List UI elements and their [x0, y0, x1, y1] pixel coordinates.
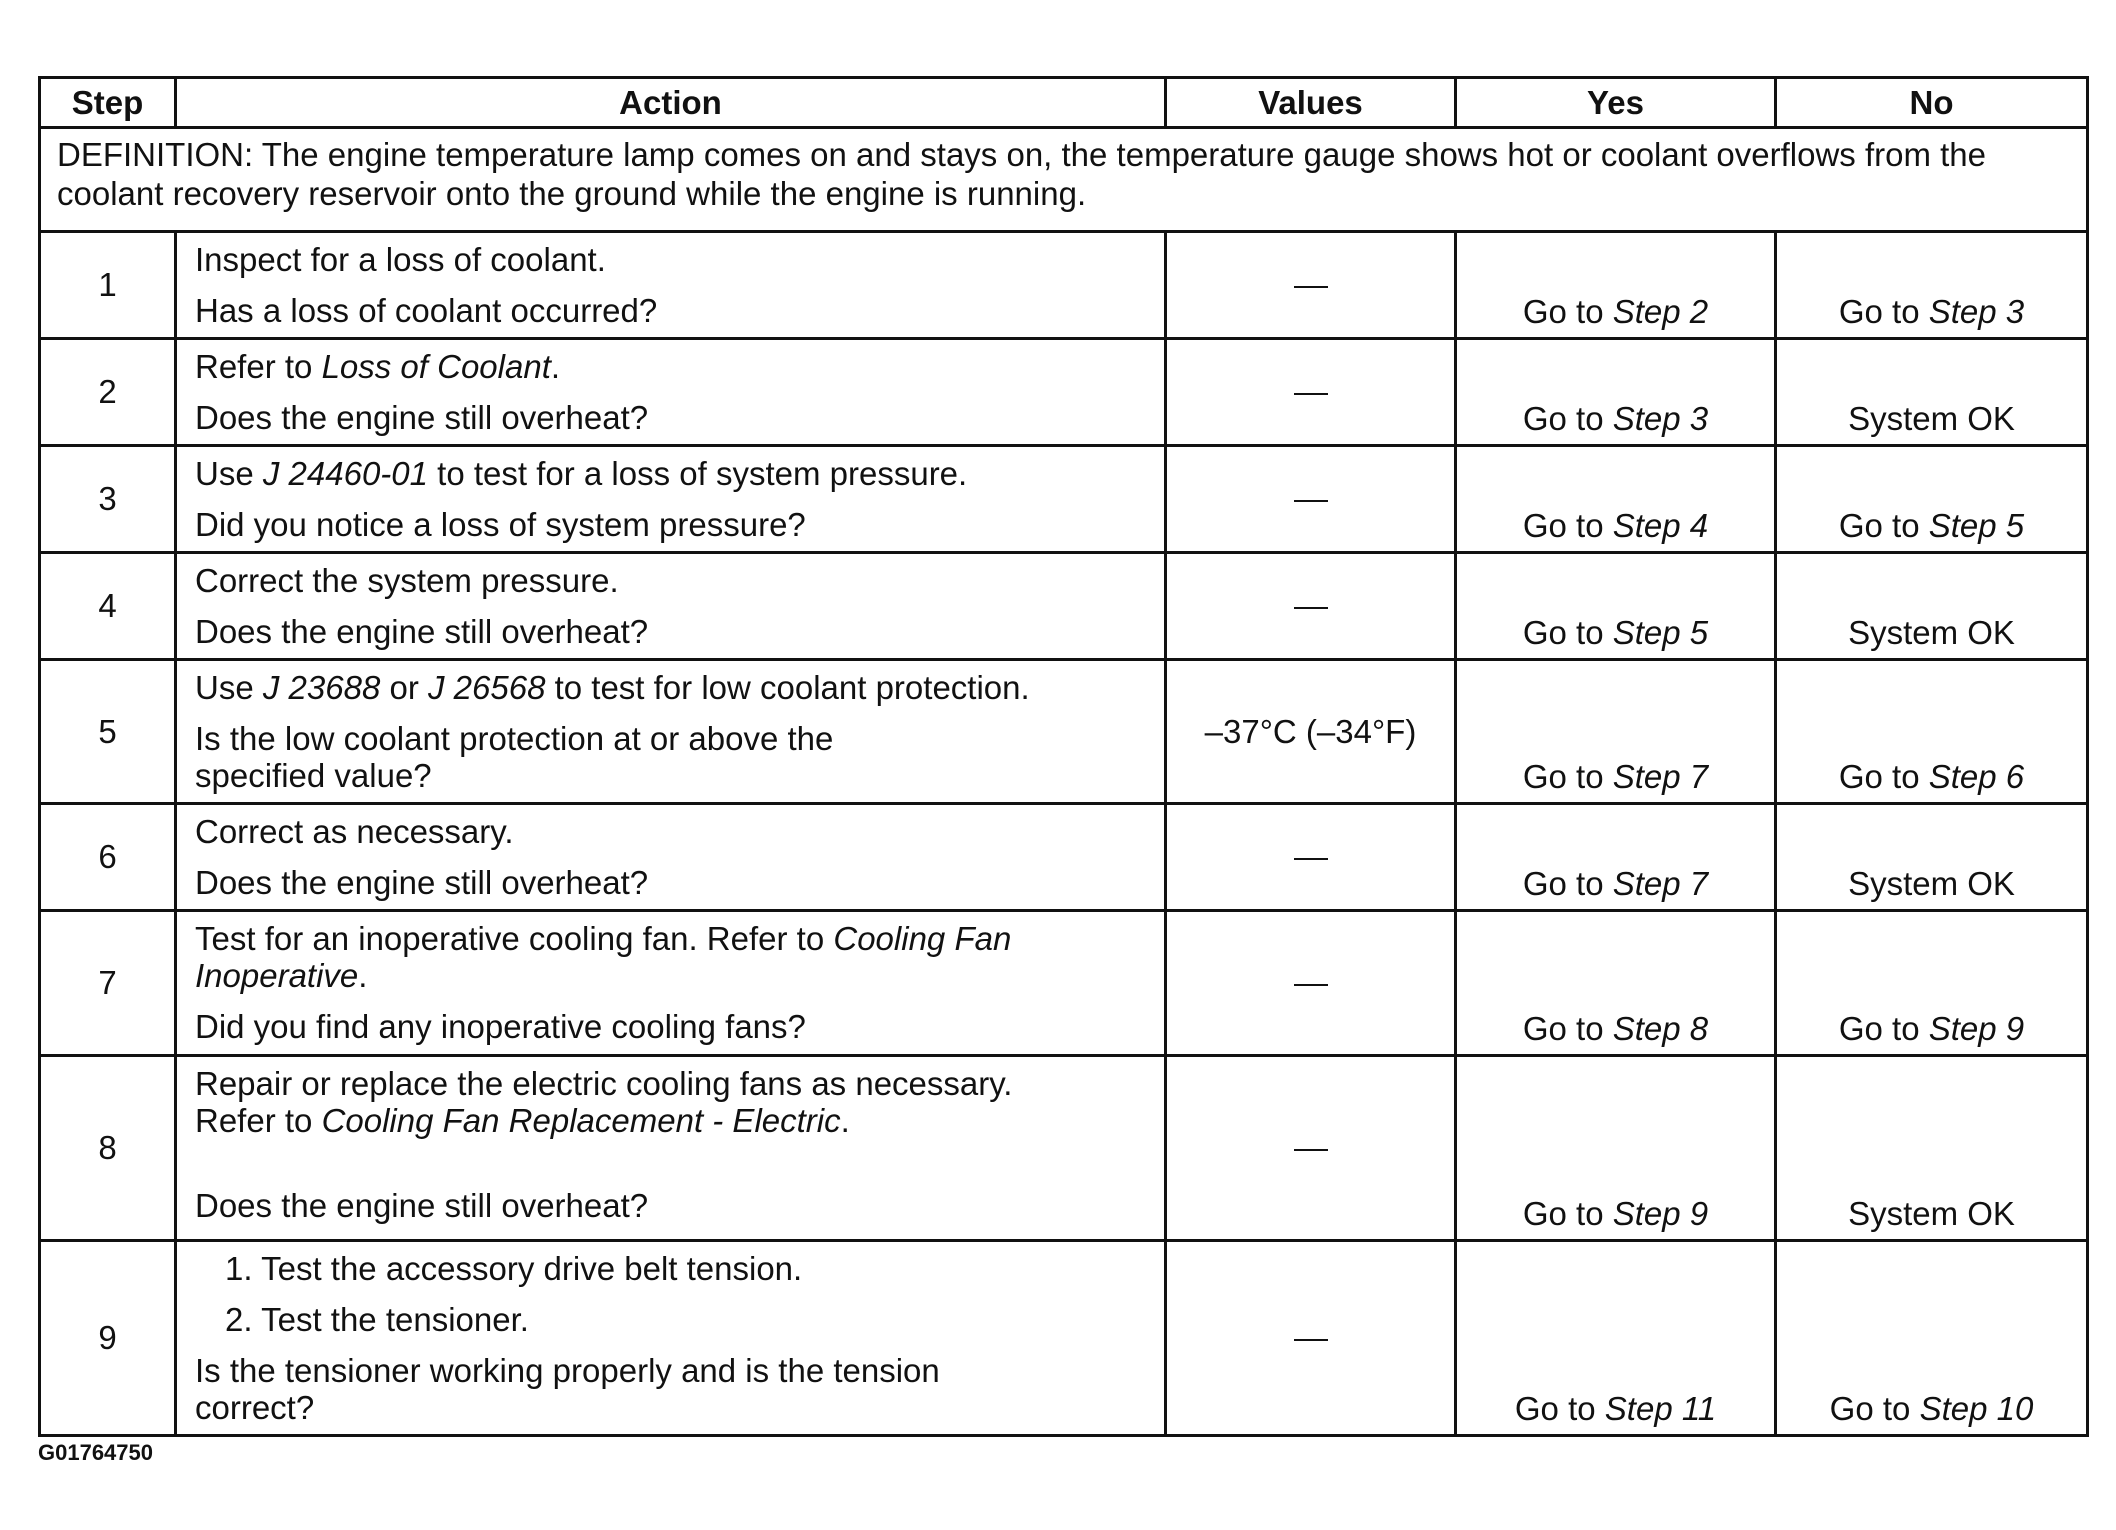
header-no: No: [1776, 78, 2088, 128]
definition-row: [40, 128, 2088, 232]
question-text: Does the engine still overheat?: [195, 613, 649, 650]
yes-cell: Go to Step 7: [1456, 804, 1776, 911]
yes-step-link: Step 9: [1612, 1195, 1709, 1232]
table-row: [40, 553, 2088, 660]
step-number: 8: [40, 1056, 176, 1241]
figure-id: G01764750: [38, 1440, 153, 1465]
no-step-link: Step 5: [1928, 507, 2025, 544]
header-row: [40, 78, 2088, 128]
value-cell: [1166, 804, 1456, 911]
action-cell: [176, 1241, 1166, 1436]
action-cell: [176, 660, 1166, 804]
no-cell: System OK: [1776, 553, 2088, 660]
value-cell: [1166, 911, 1456, 1056]
step-number: 2: [40, 339, 176, 446]
value-cell: –37°C (–34°F): [1166, 660, 1456, 804]
dash-icon: [1294, 984, 1328, 986]
question-text-cont: correct?: [195, 1389, 315, 1426]
action-cell: [176, 1056, 1166, 1241]
yes-step-link: Step 3: [1612, 400, 1709, 437]
step-number: 1: [40, 232, 176, 339]
table-row: [40, 911, 2088, 1056]
no-cell: System OK: [1776, 1056, 2088, 1241]
no-cell: Go to Step 3: [1776, 232, 2088, 339]
no-step-link: Step 6: [1928, 758, 2025, 795]
table-row: [40, 660, 2088, 804]
table-row: [40, 446, 2088, 553]
dash-icon: [1294, 286, 1328, 288]
value-cell: [1166, 232, 1456, 339]
action-text: Refer to Loss of Coolant.: [195, 348, 561, 385]
yes-cell: Go to Step 9: [1456, 1056, 1776, 1241]
no-step-link: Step 10: [1919, 1390, 2034, 1427]
table-row: [40, 804, 2088, 911]
action-cell: [176, 804, 1166, 911]
action-cell: [176, 339, 1166, 446]
table-row: [40, 1241, 2088, 1436]
value-cell: [1166, 446, 1456, 553]
dash-icon: [1294, 607, 1328, 609]
yes-cell: Go to Step 2: [1456, 232, 1776, 339]
header-yes: Yes: [1456, 78, 1776, 128]
value-cell: [1166, 339, 1456, 446]
yes-step-link: Step 11: [1604, 1390, 1717, 1427]
no-step-link: Step 3: [1928, 293, 2025, 330]
step-number: 9: [40, 1241, 176, 1436]
yes-cell: Go to Step 7: [1456, 660, 1776, 804]
list-item: 2. Test the tensioner.: [225, 1301, 529, 1338]
step-number: 3: [40, 446, 176, 553]
no-cell: Go to Step 5: [1776, 446, 2088, 553]
no-cell: Go to Step 10: [1776, 1241, 2088, 1436]
dash-icon: [1294, 393, 1328, 395]
list-item: 1. Test the accessory drive belt tension.: [225, 1250, 803, 1287]
action-text: Use J 24460-01 to test for a loss of system pressure.: [195, 455, 968, 492]
action-text-cont: Refer to Cooling Fan Replacement - Electric.: [195, 1102, 850, 1139]
diagnostic-table: [38, 76, 2089, 1437]
dash-icon: [1294, 500, 1328, 502]
question-text: Does the engine still overheat?: [195, 864, 649, 901]
header-action: Action: [176, 78, 1166, 128]
no-cell: Go to Step 6: [1776, 660, 2088, 804]
question-text-cont: specified value?: [195, 757, 432, 794]
yes-step-link: Step 5: [1612, 614, 1709, 651]
action-text: Inspect for a loss of coolant.: [195, 241, 606, 278]
question-text: Did you notice a loss of system pressure?: [195, 506, 806, 543]
yes-cell: Go to Step 5: [1456, 553, 1776, 660]
table-row: [40, 232, 2088, 339]
yes-cell: Go to Step 3: [1456, 339, 1776, 446]
yes-cell: Go to Step 8: [1456, 911, 1776, 1056]
step-number: 6: [40, 804, 176, 911]
value-cell: [1166, 1241, 1456, 1436]
action-text: Correct the system pressure.: [195, 562, 619, 599]
dash-icon: [1294, 1339, 1328, 1341]
yes-step-link: Step 7: [1612, 758, 1709, 795]
dash-icon: [1294, 858, 1328, 860]
yes-cell: Go to Step 4: [1456, 446, 1776, 553]
step-number: 5: [40, 660, 176, 804]
no-cell: System OK: [1776, 339, 2088, 446]
action-cell: [176, 446, 1166, 553]
table-row: [40, 339, 2088, 446]
action-text: Repair or replace the electric cooling fans as necessary.: [195, 1065, 1013, 1102]
definition-text: DEFINITION: The engine temperature lamp comes on and stays on, the temperature gauge shows hot or coolant overflows from the coolant recovery reservoir onto the ground while the engine is running.: [40, 128, 2088, 232]
action-text: Correct as necessary.: [195, 813, 514, 850]
step-number: 7: [40, 911, 176, 1056]
header-step: Step: [40, 78, 176, 128]
yes-step-link: Step 7: [1612, 865, 1709, 902]
no-cell: System OK: [1776, 804, 2088, 911]
yes-step-link: Step 8: [1612, 1010, 1709, 1047]
yes-step-link: Step 4: [1612, 507, 1709, 544]
action-text-cont: Inoperative.: [195, 957, 368, 994]
table-row: [40, 1056, 2088, 1241]
question-text: Does the engine still overheat?: [195, 1187, 649, 1224]
dash-icon: [1294, 1149, 1328, 1151]
action-text: Use J 23688 or J 26568 to test for low coolant protection.: [195, 669, 1030, 706]
step-number: 4: [40, 553, 176, 660]
question-text: Is the tensioner working properly and is the tension: [195, 1352, 940, 1389]
header-values: Values: [1166, 78, 1456, 128]
no-step-link: Step 9: [1928, 1010, 2025, 1047]
question-text: Did you find any inoperative cooling fans?: [195, 1008, 806, 1045]
action-cell: [176, 553, 1166, 660]
no-cell: Go to Step 9: [1776, 911, 2088, 1056]
yes-step-link: Step 2: [1612, 293, 1709, 330]
yes-cell: Go to Step 11: [1456, 1241, 1776, 1436]
question-text: Has a loss of coolant occurred?: [195, 292, 658, 329]
question-text: Does the engine still overheat?: [195, 399, 649, 436]
question-text: Is the low coolant protection at or above the: [195, 720, 834, 757]
value-cell: [1166, 553, 1456, 660]
value-cell: [1166, 1056, 1456, 1241]
action-text: Test for an inoperative cooling fan. Refer to Cooling Fan: [195, 920, 1012, 957]
action-cell: [176, 911, 1166, 1056]
action-cell: [176, 232, 1166, 339]
